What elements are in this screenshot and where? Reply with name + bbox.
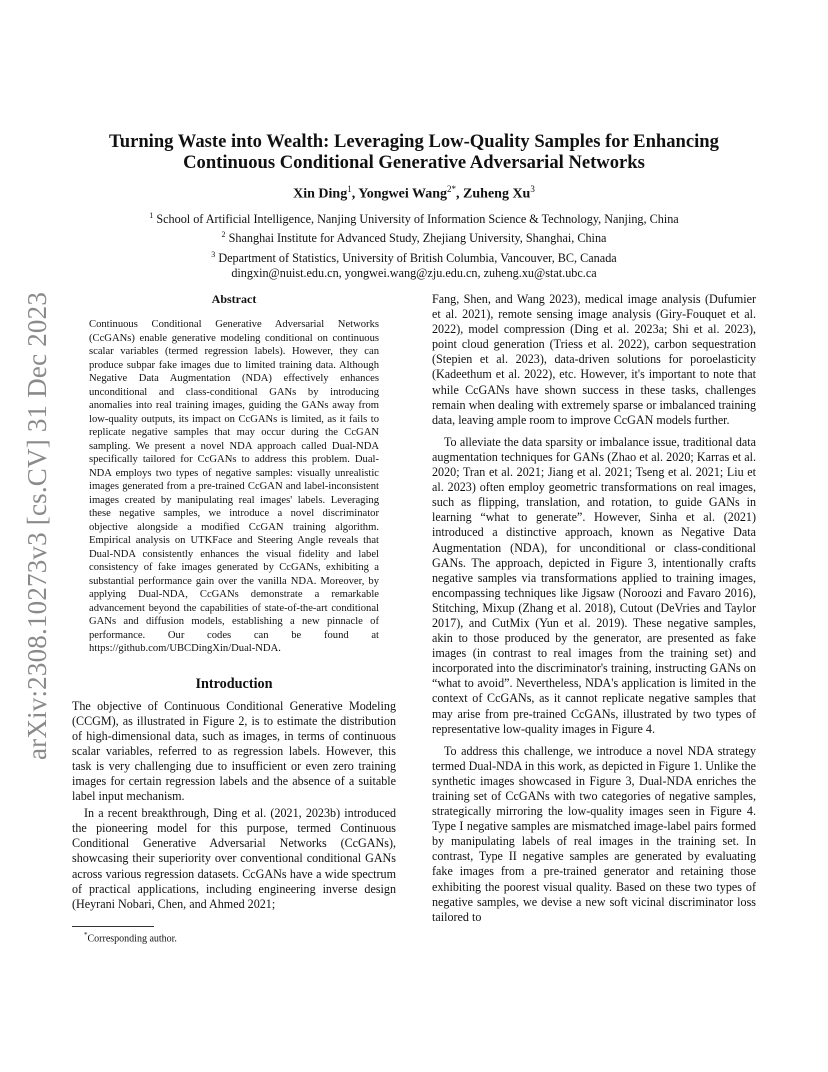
intro-paragraph-2: In a recent breakthrough, Ding et al. (2021, 2023b) introduced the pioneering model for this purpose, termed Continuous Conditional Generative Adversarial Networks (CcGANs), showcasing their superiority over conventional conditional GANs across various regression datasets. CcGANs have a wide spectrum of practical applications, including engineering inverse design (Heyrani Nobari, Chen, and Ahmed 2021; — [72, 806, 396, 911]
author-emails: dingxin@nuist.edu.cn, yongwei.wang@zju.edu.cn, zuheng.xu@stat.ubc.ca — [231, 266, 597, 281]
author-name: Yongwei Wang — [358, 186, 448, 202]
title-line-2: Continuous Conditional Generative Adversarial Networks — [183, 152, 645, 173]
arxiv-identifier: arXiv:2308.10273v3 [cs.CV] 31 Dec 2023 — [22, 291, 52, 760]
affiliation-mark: 3 — [211, 249, 216, 259]
introduction-heading: Introduction — [195, 675, 273, 692]
intro-paragraph-1: The objective of Continuous Conditional Generative Modeling (CCGM), as illustrated in Figure 2, is to estimate the distribution of high-dimensional data, such as images, in terms of continuous scalar variables, referred to as regression labels. However, this task is very challenging due to insufficient or even zero training images for certain regression labels and the absence of a suitable label input mechanism. — [72, 698, 396, 804]
footnote — [84, 931, 396, 944]
author-mark: 2* — [447, 184, 457, 194]
affiliation-mark: 2 — [221, 230, 226, 240]
affiliation — [80, 208, 748, 227]
right-column — [432, 292, 756, 925]
affiliation-mark: 1 — [149, 211, 154, 220]
abstract-heading: Abstract — [211, 292, 257, 306]
author-list: Xin Ding$^1$, Yongwei Wang$^{2*}$, Zuheng Xu$^3$ — [293, 184, 535, 202]
affiliation — [80, 247, 748, 266]
footnote-mark: * — [84, 930, 88, 939]
footnote-text: Corresponding author. — [87, 933, 177, 945]
affiliation-text: Department of Statistics, University of British Columbia, Vancouver, BC, Canada — [218, 251, 617, 265]
author-name: Zuheng Xu — [463, 186, 531, 202]
left-column — [72, 292, 396, 944]
affiliation-text: Shanghai Institute for Advanced Study, Zhejiang University, Shanghai, China — [228, 231, 607, 246]
right-paragraph-3: To address this challenge, we introduce a novel NDA strategy termed Dual-NDA in this work, as depicted in Figure 1. Unlike the synthetic images showcased in Figure 3, Dual-NDA enriches the training set of CcGANs with two categories of negative samples, strategically mirroring the low-quality images seen in Figure 4. Type I negative samples are mismatched image-label pairs formed by manipulating labels of real images in the training set. In contrast, Type II negative samples are generated by evaluating fake images from a pre-trained generator and retaining those exhibiting the poorest visual quality. Based on these two types of negative samples, we devise a new soft vicinal discriminator loss tailored to — [432, 743, 756, 924]
footnote-rule — [72, 926, 154, 927]
author-mark: 3 — [530, 184, 535, 194]
author-name: Xin Ding — [293, 186, 348, 202]
title-line-1: Turning Waste into Wealth: Leveraging Low-Quality Samples for Enhancing — [109, 131, 719, 152]
right-paragraph-2: To alleviate the data sparsity or imbalance issue, traditional data augmentation techniques for GANs (Zhao et al. 2020; Karras et al. 2020; Tran et al. 2021; Jiang et al. 2021; Tseng et al. 2021; Liu et al. 2023) often employ geometric transformations on real images, such as flipping, translation, and rotation, to guide GANs in learning “what to generate”. However, Sinha et al. (2021) introduced a distinctive approach, known as Negative Data Augmentation (NDA), for unconditional or class-conditional GANs. The approach, depicted in Figure 3, intentionally crafts negative samples via transformations applied to training images, encompassing techniques like Jigsaw (Noroozi and Favaro 2016), Stitching, Mixup (Zhang et al. 2018), Cutout (DeVries and Taylor 2017), and CutMix (Yun et al. 2019). These negative samples, akin to those produced by the generator, are presented as fake images (in contrast to real images from the training set) and incorporated into the discriminator's training, instructing GANs on “what to avoid”. Nevertheless, NDA's application is limited in the context of CcGANs, as it cannot replicate negative samples that may arise from pre-trained CcGANs, illustrated by two types of representative low-quality images in Figure 4. — [432, 434, 756, 736]
affiliations — [80, 208, 748, 282]
author-mark: 1 — [347, 184, 352, 194]
right-paragraph-1: Fang, Shen, and Wang 2023), medical image analysis (Dufumier et al. 2021), remote sensing image analysis (Giry-Fouquet et al. 2022), model compression (Ding et al. 2023a; Shi et al. 2023), point cloud generation (Triess et al. 2022), carbon sequestration (Stepien et al. 2023), data-driven solutions for poroelasticity (Kadeethum et al. 2022), etc. However, it's important to note that while CcGANs have shown success in these tasks, challenges remain when dealing with extremely sparse or imbalanced training data, leaving ample room to improve CcGAN models further. — [432, 292, 756, 427]
abstract-text: Continuous Conditional Generative Adversarial Networks (CcGANs) enable generative modeling conditional on continuous scalar variables (termed regression labels). However, they can produce subpar fake images due to limited training data. Although Negative Data Augmentation (NDA) effectively enhances unconditional and class-conditional GANs by introducing anomalies into real training images, guiding the GANs away from low-quality outputs, its impact on CcGANs is limited, as it fails to replicate negative samples that may occur during the CcGAN sampling. We present a novel NDA approach called Dual-NDA specifically tailored for CcGANs to address this problem. Dual-NDA employs two types of negative samples: visually unrealistic images generated from a pre-trained CcGAN and label-inconsistent images created by manipulating real images' labels. Leveraging these negative samples, we introduce a novel discriminator objective alongside a modified CcGAN training algorithm. Empirical analysis on UTKFace and Steering Angle reveals that Dual-NDA consistently enhances the visual fidelity and label consistency of fake images generated by CcGANs, exhibiting a substantial performance gain over the vanilla NDA. Moreover, by applying Dual-NDA, CcGANs demonstrate a remarkable advancement beyond the capabilities of state-of-the-art conditional GANs and diffusion models, establishing a new pinnacle of performance. Our codes can be found at https://github.com/UBCDingXin/Dual-NDA. — [89, 319, 379, 654]
paper-title — [80, 131, 748, 173]
affiliation — [80, 227, 748, 246]
affiliation-text: School of Artificial Intelligence, Nanjing University of Information Science & Technology, Nanjing, China — [156, 212, 679, 227]
